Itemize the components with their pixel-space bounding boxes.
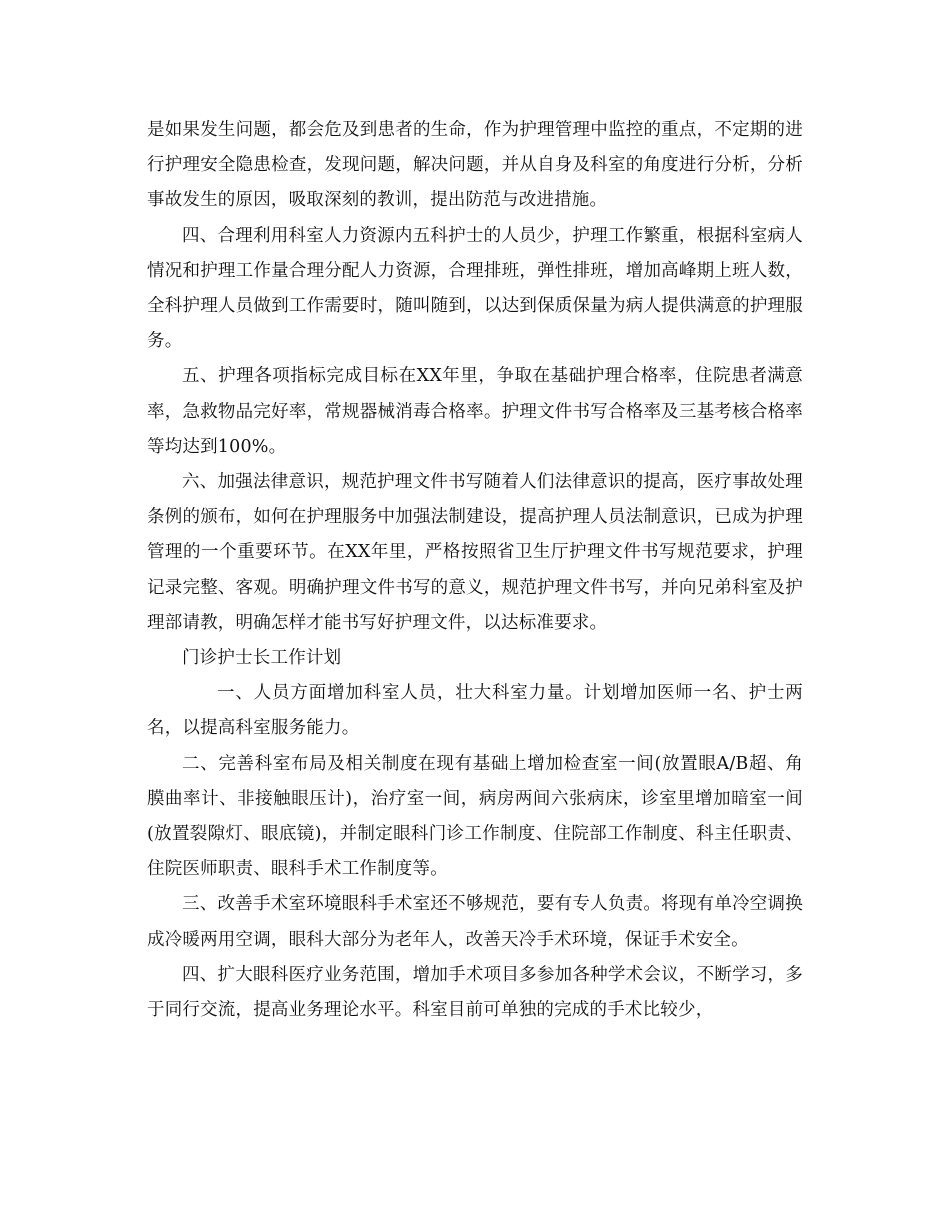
paragraph-item-5: 五、护理各项指标完成目标在XX年里，争取在基础护理合格率，住院患者满意率，急救物品完好率，常规器械消毒合格率。护理文件书写合格率及三基考核合格率等均达到100%。 <box>147 366 803 457</box>
paragraph-plan-2: 二、完善科室布局及相关制度在现有基础上增加检查室一间(放置眼A/B超、角膜曲率计、非接触眼压计)，治疗室一间，病房两间六张病床，诊室里增加暗室一间(放置裂隙灯、眼底镜)，并制定眼科门诊工作制度、住院部工作制度、科主任职责、住院医师职责、眼科手术工作制度等。 <box>147 753 803 880</box>
paragraph-item-4: 四、合理利用科室人力资源内五科护士的人员少，护理工作繁重，根据科室病人情况和护理工作量合理分配人力资源，合理排班，弹性排班，增加高峰期上班人数，全科护理人员做到工作需要时，随叫随到，以达到保质保量为病人提供满意的护理服务。 <box>147 225 803 352</box>
paragraph-continuation: 是如果发生问题，都会危及到患者的生命，作为护理管理中监控的重点，不定期的进行护理安全隐患检查，发现问题，解决问题，并从自身及科室的角度进行分析，分析事故发生的原因，吸取深刻的教训，提出防范与改进措施。 <box>147 120 803 211</box>
section-heading: 门诊护士长工作计划 <box>182 648 342 669</box>
paragraph-item-6: 六、加强法律意识，规范护理文件书写随着人们法律意识的提高，医疗事故处理条例的颁布，如何在护理服务中加强法制建设，提高护理人员法制意识，已成为护理管理的一个重要环节。在XX年里，严格按照省卫生厅护理文件书写规范要求，护理记录完整、客观。明确护理文件书写的意义，规范护理文件书写，并向兄弟科室及护理部请教，明确怎样才能书写好护理文件，以达标准要求。 <box>147 472 803 633</box>
paragraph-plan-3: 三、改善手术室环境眼科手术室还不够规范，要有专人负责。将现有单冷空调换成冷暖两用空调，眼科大部分为老年人，改善天冷手术环境，保证手术安全。 <box>147 894 803 950</box>
document-body <box>147 113 803 1028</box>
paragraph-plan-1: 一、人员方面增加科室人员，壮大科室力量。计划增加医师一名、护士两名，以提高科室服务能力。 <box>147 683 803 739</box>
paragraph-plan-4: 四、扩大眼科医疗业务范围，增加手术项目多参加各种学术会议，不断学习，多于同行交流，提高业务理论水平。科室目前可单独的完成的手术比较少， <box>147 964 803 1021</box>
